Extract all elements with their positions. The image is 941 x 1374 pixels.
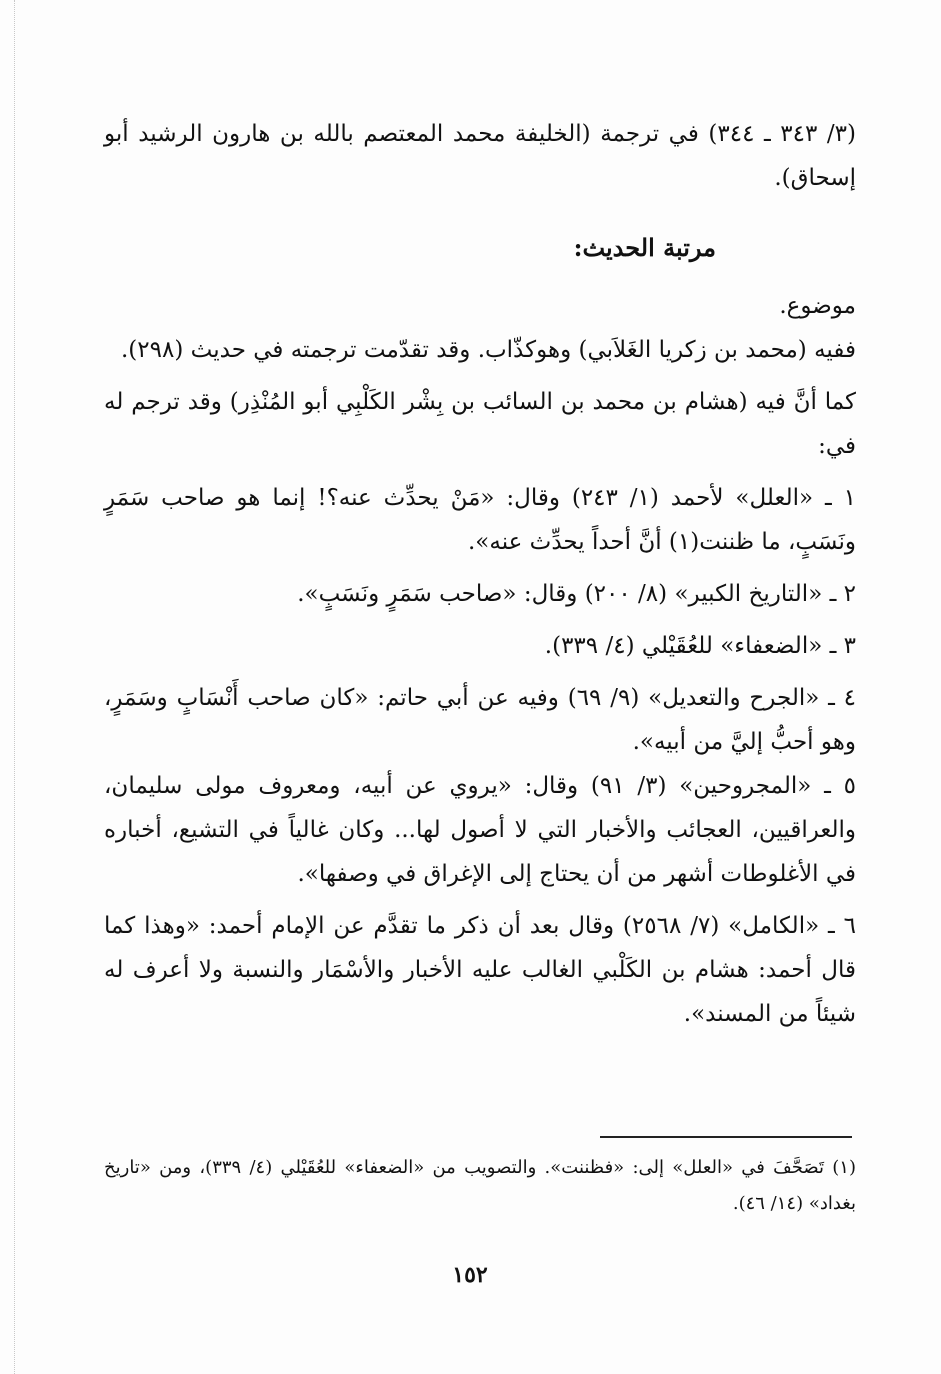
page-edge xyxy=(14,0,16,1374)
body-text xyxy=(104,284,856,1036)
list-item-4: ٤ ـ «الجرح والتعديل» (٩/ ٦٩) وفيه عن أبي حاتم: «كان صاحب أَنْسَابٍ وسَمَرٍ، وهو أحبُّ إليَّ من أبيه». xyxy=(104,685,856,755)
page-number: ١٥٢ xyxy=(452,1262,488,1288)
intro-paragraph xyxy=(104,112,856,200)
grade-text: موضوع. xyxy=(779,293,856,319)
paragraph-1: ففيه (محمد بن زكريا الغَلاَبي) وهوكذّاب. وقد تقدّمت ترجمته في حديث (٢٩٨). xyxy=(121,337,856,363)
intro-text: (٣/ ٣٤٣ ـ ٣٤٤) في ترجمة (الخليفة محمد المعتصم بالله بن هارون الرشيد أبو إسحاق). xyxy=(104,121,856,191)
footnote-divider xyxy=(600,1136,852,1138)
footnote: (١) تَصَحَّفَ في «العلل» إلى: «فظننت». والتصويب من «الضعفاء» للعُقَيْلي (٤/ ٣٣٩)، ومن «تاريخ بغداد» (١٤/ ٤٦). xyxy=(104,1157,856,1214)
list-item-6: ٦ ـ «الكامل» (٧/ ٢٥٦٨) وقال بعد أن ذكر ما تقدَّم عن الإمام أحمد: «وهذا كما قال أحمد: هشام بن الكَلْبي الغالب عليه الأخبار والأسْمَار والنسبة ولا أعرف له شيئاً من المسند». xyxy=(104,913,856,1027)
list-item-1: ١ ـ «العلل» لأحمد (١/ ٢٤٣) وقال: «مَنْ يحدِّث عنه؟! إنما هو صاحب سَمَرٍ ونَسَبٍ، ما ظننت(١) أنَّ أحداً يحدِّث عنه». xyxy=(104,485,856,555)
section-heading: مرتبة الحديث: xyxy=(573,233,716,262)
list-item-2: ٢ ـ «التاريخ الكبير» (٨/ ٢٠٠) وقال: «صاحب سَمَرٍ ونَسَبٍ». xyxy=(297,581,856,607)
paragraph-2: كما أنَّ فيه (هشام بن محمد بن السائب بن بِشْر الكَلْبِي أبو المُنْذِر) وقد ترجم له في: xyxy=(104,389,856,459)
list-item-5: ٥ ـ «المجروحين» (٣/ ٩١) وقال: «يروي عن أبيه، ومعروف مولى سليمان، والعراقيين، العجائب والأخبار التي لا أصول لها... وكان غالياً في التشيع، أخباره في الأغلوطات أشهر من أن يحتاج إلى الإغراق في وصفها». xyxy=(104,773,857,887)
list-item-3: ٣ ـ «الضعفاء» للعُقَيْلي (٤/ ٣٣٩). xyxy=(544,633,856,659)
